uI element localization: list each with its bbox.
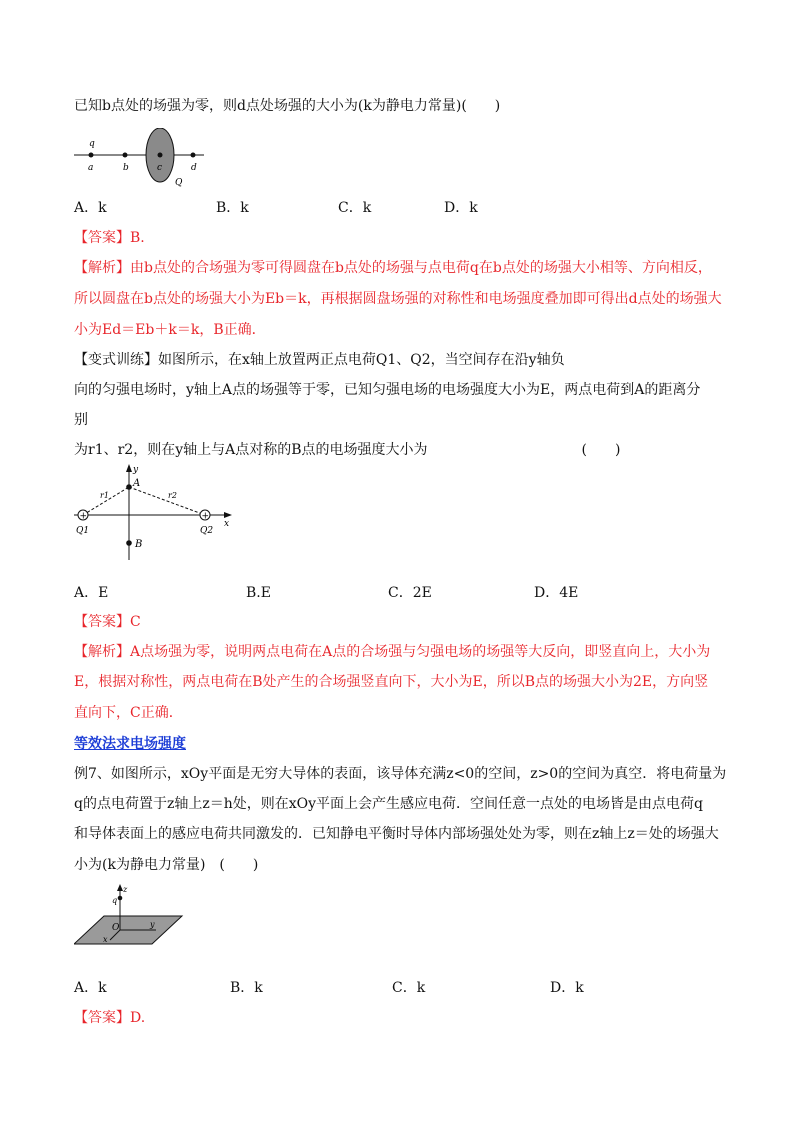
q3-fig-label-O: O — [112, 923, 120, 933]
q1-analysis-line2: 所以圆盘在b点处的场强大小为Eb＝k，再根据圆盘场强的对称性和电场强度叠加即可得出d点处的场强大 — [74, 291, 722, 307]
q2-stem-line4: 为r1、r2，则在y轴上与A点对称的B点的电场强度大小为 ( ) — [74, 442, 621, 458]
q3-option-a: A．k — [74, 980, 107, 996]
q2-fig-label-x: x — [224, 519, 230, 529]
q1-stem: 已知b点处的场强为零，则d点处场强的大小为(k为静电力常量)( ) — [74, 98, 501, 114]
q1-figure-disk-charge — [74, 128, 214, 190]
q3-fig-label-y: y — [150, 920, 155, 929]
q2-analysis-line2: E，根据对称性，两点电荷在B处产生的合场强竖直向下，大小为E，所以B点的场强大小为2E，方向竖 — [74, 674, 709, 690]
q2-fig-label-A: A — [133, 478, 141, 489]
q1-fig-label-Q: Q — [175, 178, 183, 188]
q2-fig-label-r1: r1 — [100, 491, 109, 500]
q1-analysis-line3: 小为Ed＝Eb＋k＝k，B正确． — [74, 322, 266, 338]
q2-fig-label-B: B — [135, 539, 143, 550]
q2-analysis-line1: 【解析】A点场强为零，说明两点电荷在A点的合场强与匀强电场的场强等大反向，即竖直向上，大小为 — [74, 644, 711, 660]
q1-answer: 【答案】B. — [74, 230, 145, 246]
q3-stem-line2: q的点电荷置于z轴上z＝h处，则在xOy平面上会产生感应电荷．空间任意一点处的电场皆是由点电荷q — [74, 796, 703, 812]
q1-analysis-line1: 【解析】由b点处的合场强为零可得圆盘在b点处的场强与点电荷q在b点处的场强大小相等、方向相反， — [74, 260, 712, 276]
q3-stem-line1: 例7、如图所示，xOy平面是无穷大导体的表面，该导体充满z<0的空间，z>0的空间为真空．将电荷量为 — [74, 766, 727, 782]
q1-fig-label-b: b — [123, 163, 129, 173]
q2-fig-label-y: y — [133, 465, 139, 475]
q2-option-d: D．4E — [534, 585, 579, 601]
q2-fig-label-r2: r2 — [168, 491, 177, 500]
q2-option-a: A．E — [74, 585, 109, 601]
q2-stem-line2: 向的匀强电场时，y轴上A点的场强等于零，已知匀强电场的电场强度大小为E，两点电荷到A的距离分 — [74, 382, 701, 398]
q1-fig-label-q: q — [89, 139, 95, 149]
section-heading: 等效法求电场强度 — [74, 736, 186, 752]
q2-stem-line3: 别 — [74, 412, 88, 428]
q3-fig-label-x: x — [103, 935, 108, 944]
q1-fig-label-d: d — [191, 163, 197, 173]
q2-analysis-line3: 直向下，C正确． — [74, 705, 183, 721]
q3-fig-label-q: q — [112, 896, 118, 905]
svg-text:+: + — [79, 511, 88, 522]
q2-figure-two-charges — [74, 462, 239, 562]
q2-answer: 【答案】C — [74, 614, 141, 630]
q3-option-c: C．k — [392, 980, 426, 996]
q3-option-d: D．k — [550, 980, 584, 996]
q3-fig-label-z: z — [123, 885, 128, 894]
q3-stem-line3: 和导体表面上的感应电荷共同激发的．已知静电平衡时导体内部场强处处为零，则在z轴上z＝处的场强大 — [74, 826, 719, 842]
q1-option-b: B．k — [216, 200, 249, 216]
q3-stem-line4: 小为(k为静电力常量) ( ) — [74, 857, 259, 873]
q2-option-b: B.E — [246, 585, 271, 601]
q1-option-c: C．k — [338, 200, 372, 216]
q2-fig-label-Q2: Q2 — [200, 526, 214, 536]
q2-option-c: C．2E — [388, 585, 432, 601]
q1-fig-label-a: a — [88, 163, 94, 173]
q2-stem-line1: 【变式训练】如图所示，在x轴上放置两正点电荷Q1、Q2，当空间存在沿y轴负 — [74, 352, 565, 368]
q3-option-b: B．k — [230, 980, 263, 996]
q3-answer: 【答案】D. — [74, 1010, 146, 1026]
q1-fig-label-c: c — [157, 163, 163, 173]
q3-figure-conductor-plane — [74, 884, 186, 950]
q1-option-a: A．k — [74, 200, 107, 216]
svg-text:+: + — [201, 511, 210, 522]
q1-option-d: D．k — [444, 200, 478, 216]
q2-fig-label-Q1: Q1 — [76, 526, 90, 536]
